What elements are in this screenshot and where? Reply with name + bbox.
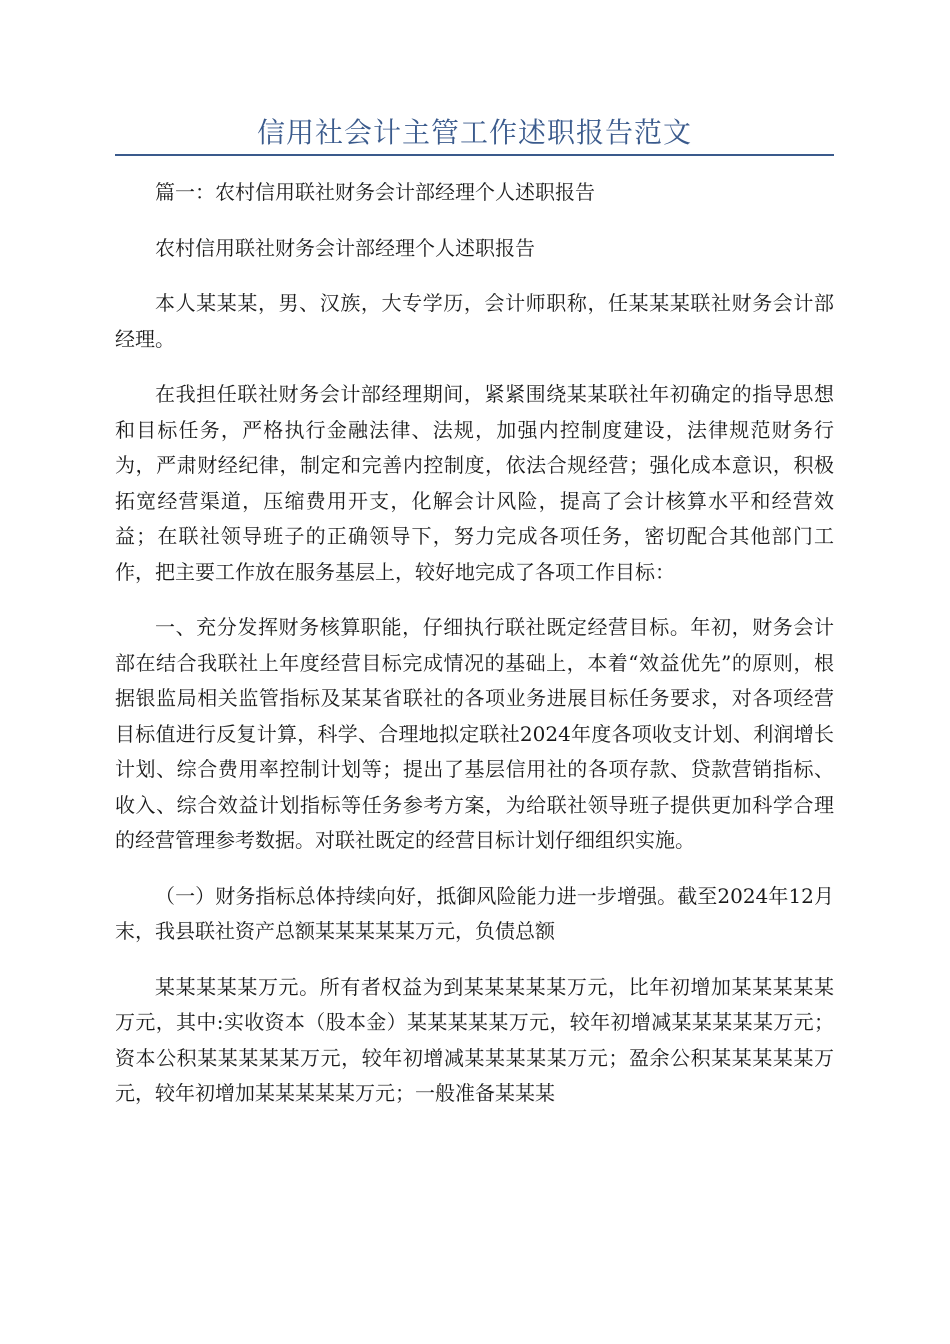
paragraph-report-title: 农村信用联社财务会计部经理个人述职报告 — [155, 235, 535, 260]
paragraph-section-heading: 篇一：农村信用联社财务会计部经理个人述职报告 — [155, 180, 595, 204]
paragraph-sub-point-one: （一）财务指标总体持续向好，抵御风险能力进一步增强。截至2024年12月末，我县联社资产总额某某某某某万元，负债总额 — [115, 883, 834, 943]
title-underline — [115, 154, 834, 156]
paragraph-overview: 在我担任联社财务会计部经理期间，紧紧围绕某某联社年初确定的指导思想和目标任务，严格执行金融法律、法规，加强内控制度建设，法律规范财务行为，严肃财经纪律，制定和完善内控制度，依法合规经营；强化成本意识，积极拓宽经营渠道，压缩费用开支，化解会计风险，提高了会计核算水平和经营效益；在联社领导班子的正确领导下，努力完成各项任务，密切配合其他部门工作，把主要工作放在服务基层上，较好地完成了各项工作目标： — [115, 382, 834, 584]
document-title: 信用社会计主管工作述职报告范文 — [256, 116, 692, 149]
paragraph-personal-info: 本人某某某，男、汉族，大专学历，会计师职称，任某某某联社财务会计部经理。 — [115, 291, 834, 351]
paragraph-equity-details: 某某某某某万元。所有者权益为到某某某某某万元，比年初增加某某某某某万元，其中:实收资本（股本金）某某某某某万元，较年初增减某某某某某万元；资本公积某某某某某万元，较年初增减某某某某某万元；盈余公积某某某某某万元，较年初增加某某某某某万元；一般准备某某某 — [115, 974, 834, 1105]
paragraph-point-one: 一、充分发挥财务核算职能，仔细执行联社既定经营目标。年初，财务会计部在结合我联社上年度经营目标完成情况的基础上，本着“效益优先”的原则，根据银监局相关监管指标及某某省联社的各项业务进展目标任务要求，对各项经营目标值进行反复计算，科学、合理地拟定联社2024年度各项收支计划、利润增长计划、综合费用率控制计划等；提出了基层信用社的各项存款、贷款营销指标、收入、综合效益计划指标等任务参考方案，为给联社领导班子提供更加科学合理的经营管理参考数据。对联社既定的经营目标计划仔细组织实施。 — [115, 615, 834, 852]
document-body — [115, 175, 834, 1112]
